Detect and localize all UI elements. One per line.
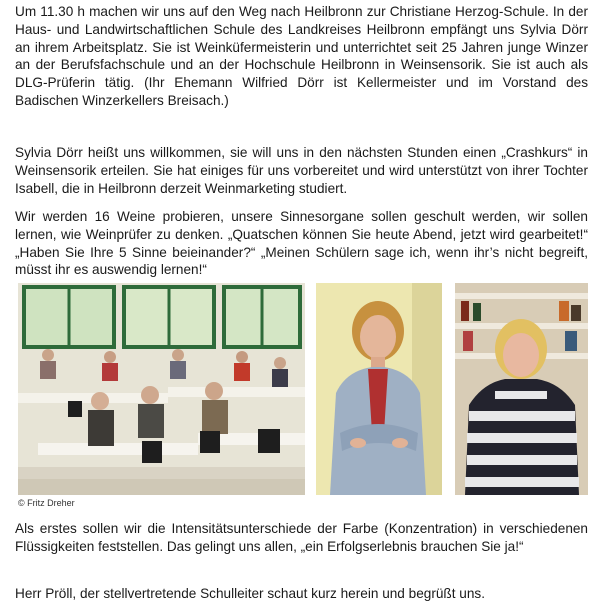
- paragraph-tasting-plan: Wir werden 16 Weine probieren, unsere Sinnesorgane sollen geschult werden, wir sollen lernen, wie Weinprüfer zu denken. „Quatschen können Sie heute Abend, jetzt wird gearbeitet!“ „Haben Sie Ihre 5 Sinne beieinander?“ „Meinen Schülern sage ich, wenn ihr’s nicht begreift, müsst ihr es auswendig lernen!“: [15, 209, 588, 278]
- photo-credit: © Fritz Dreher: [18, 498, 75, 508]
- paragraph-welcome: Sylvia Dörr heißt uns willkommen, sie will uns in den nächsten Stunden einen „Crashkurs“ in Weinsensorik erteilen. Sie hat einiges für uns vorbereitet und wird unterstützt von ihrer Tochter Isabell, die in Heilbronn derzeit Weinmarketing studiert.: [15, 145, 588, 196]
- paragraph-color-intensity: Als erstes sollen wir die Intensitätsunterschiede der Farbe (Konzentration) in verschiedenen Flüssigkeiten feststellen. Das gelingt uns allen, „ein Erfolgserlebnis brauchen Sie ja!“: [15, 521, 588, 554]
- paragraph-arrival: Um 11.30 h machen wir uns auf den Weg nach Heilbronn zur Christiane Herzog-Schule. In der Haus- und Landwirtschaftlichen Schule des Landkreises Heilbronn empfängt uns Sylvia Dörr an ihrem Arbeitsplatz. Sie ist Weinküfermeisterin und unterrichtet seit 25 Jahren junge Winzer an der Berufsfachschule und an der Hochschule Heilbronn in Weinsensorik. Sie ist auch als DLG-Prüferin tätig. (Ihr Ehemann Wilfried Dörr ist Kellermeister und im Vorstand des Badischen Winzerkellers Breisach.): [15, 4, 588, 108]
- paragraph-deputy-head: Herr Pröll, der stellvertretende Schulleiter schaut kurz herein und begrüßt uns.: [15, 586, 485, 601]
- photo-isabell: [455, 283, 588, 495]
- photo-sylvia-doerr: [316, 283, 442, 495]
- photo-classroom: [18, 283, 305, 495]
